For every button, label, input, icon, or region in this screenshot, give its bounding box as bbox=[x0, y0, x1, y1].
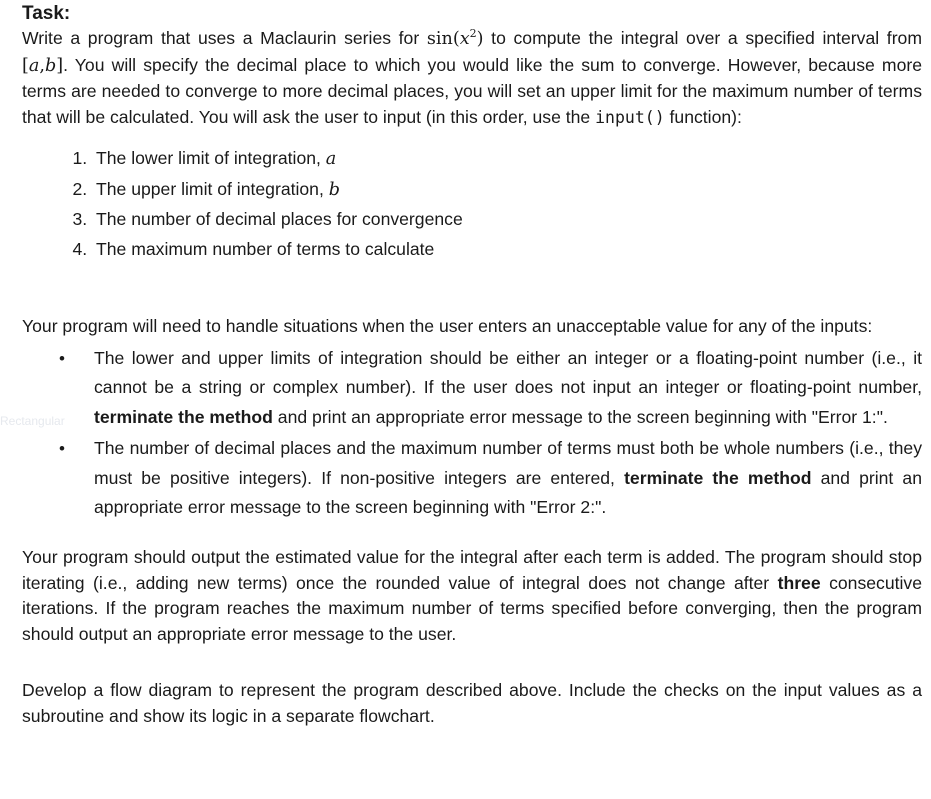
rule-text: The number of decimal places and the maximum number of terms must both be whole numbers (i.e., they must be positive integers). If non-positive integers are entered, bbox=[94, 437, 922, 488]
input-item-text: The number of decimal places for convergence bbox=[96, 209, 463, 229]
sin-variable: x bbox=[459, 29, 470, 49]
interval-notation bbox=[22, 56, 63, 76]
intro-text-3: . You will specify the decimal place to which you would like the sum to converge. However, because more terms are needed to converge to more decimal places, you will set an upper limit for the maximum number of terms that will be calculated. You will ask the user to input (in this order, use the bbox=[22, 54, 922, 127]
interval-a: a bbox=[28, 55, 40, 76]
intro-text-2: to compute the integral over a specified interval from bbox=[483, 28, 922, 48]
input-item-var: b bbox=[328, 179, 341, 200]
input-item-3 bbox=[92, 205, 922, 235]
interval-comma: , bbox=[39, 55, 45, 76]
interval-open: [ bbox=[22, 55, 29, 76]
input-item-4 bbox=[92, 235, 922, 265]
task-heading: Task: bbox=[22, 3, 71, 24]
rule-item-2 bbox=[59, 434, 922, 523]
handling-paragraph: Your program will need to handle situations when the user enters an unacceptable value for any of the inputs: bbox=[22, 316, 873, 336]
input-item-text: The lower limit of integration, bbox=[96, 148, 326, 168]
task-document bbox=[22, 2, 922, 729]
rule-text: and print an appropriate error message to the screen beginning with "Error 2:". bbox=[94, 467, 922, 518]
output-bold-text: three bbox=[777, 572, 821, 593]
interval-b: b bbox=[44, 55, 57, 76]
bullet-icon: • bbox=[59, 438, 65, 458]
intro-text-1: Write a program that uses a Maclaurin series for bbox=[22, 28, 427, 48]
input-list bbox=[22, 144, 922, 264]
rule-item-1 bbox=[59, 344, 922, 433]
rules-list bbox=[22, 344, 922, 524]
bullet-icon: • bbox=[59, 348, 65, 368]
rule-text: The lower and upper limits of integration should be either an integer or a floating-point number (i.e., it cannot be a string or complex number). If the user does not input an integer or floating-point number, bbox=[94, 347, 922, 398]
input-item-var: a bbox=[325, 149, 337, 169]
sin-exponent: 2 bbox=[469, 27, 477, 41]
intro-paragraph bbox=[22, 26, 922, 130]
interval-close: ] bbox=[56, 55, 64, 76]
rule-bold-text: terminate the method bbox=[624, 467, 812, 488]
rule-text: and print an appropriate error message to the screen beginning with "Error 1:". bbox=[272, 407, 888, 428]
final-paragraph: Develop a flow diagram to represent the program described above. Include the checks on the input values as a subroutine and show its logic in a separate flowchart. bbox=[22, 680, 922, 726]
sin-name: sin bbox=[426, 29, 453, 49]
input-code: input() bbox=[595, 107, 665, 127]
output-paragraph bbox=[22, 545, 922, 647]
sin-function bbox=[427, 29, 484, 49]
input-item-text: The upper limit of integration, bbox=[96, 178, 329, 199]
output-text: Your program should output the estimated value for the integral after each term is added. The program should stop iterating (i.e., adding new terms) once the rounded value of integral does not change after bbox=[22, 547, 922, 593]
output-text: consecutive iterations. If the program reaches the maximum number of terms specified before converging, then the program should output an appropriate error message to the user. bbox=[22, 572, 922, 644]
input-item-1 bbox=[92, 144, 922, 175]
faint-overlay-label: Rectangular bbox=[0, 414, 65, 428]
rule-bold-text: terminate the method bbox=[94, 407, 273, 428]
input-item-2 bbox=[92, 175, 922, 206]
sin-open-paren: ( bbox=[452, 29, 460, 49]
sin-close-paren: ) bbox=[476, 29, 484, 49]
input-item-text: The maximum number of terms to calculate bbox=[96, 238, 435, 259]
intro-text-4: function): bbox=[664, 106, 742, 127]
